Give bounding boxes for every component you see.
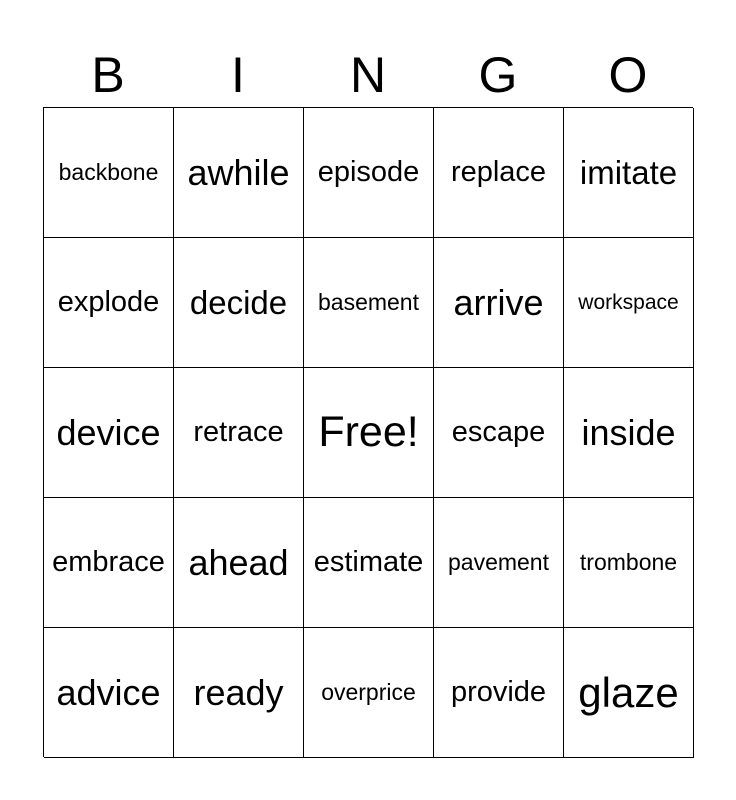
bingo-cell[interactable]: glaze <box>564 628 694 758</box>
header-letter-b: B <box>91 47 125 103</box>
bingo-cell[interactable]: pavement <box>434 498 564 628</box>
bingo-cell[interactable]: explode <box>44 238 174 368</box>
bingo-cell[interactable]: decide <box>174 238 304 368</box>
bingo-cell[interactable]: replace <box>434 108 564 238</box>
bingo-cell[interactable]: arrive <box>434 238 564 368</box>
bingo-cell[interactable]: basement <box>304 238 434 368</box>
free-space-cell[interactable]: Free! <box>304 368 434 498</box>
bingo-cell[interactable]: backbone <box>44 108 174 238</box>
header-letter-g: G <box>478 47 518 103</box>
bingo-cell[interactable]: escape <box>434 368 564 498</box>
bingo-cell[interactable]: episode <box>304 108 434 238</box>
bingo-cell[interactable]: retrace <box>174 368 304 498</box>
bingo-cell[interactable]: advice <box>44 628 174 758</box>
bingo-cell[interactable]: inside <box>564 368 694 498</box>
bingo-cell[interactable]: trombone <box>564 498 694 628</box>
header-letter-n: N <box>349 47 387 103</box>
bingo-header <box>43 44 693 106</box>
bingo-cell[interactable]: workspace <box>564 238 694 368</box>
bingo-cell[interactable]: ready <box>174 628 304 758</box>
bingo-cell[interactable]: overprice <box>304 628 434 758</box>
bingo-cell[interactable]: device <box>44 368 174 498</box>
bingo-board <box>43 107 693 757</box>
bingo-cell[interactable]: awhile <box>174 108 304 238</box>
bingo-cell[interactable]: estimate <box>304 498 434 628</box>
bingo-cell[interactable]: ahead <box>174 498 304 628</box>
header-letter-o: O <box>608 47 648 103</box>
bingo-cell[interactable]: embrace <box>44 498 174 628</box>
header-letter-i: I <box>231 47 245 103</box>
bingo-cell[interactable]: provide <box>434 628 564 758</box>
bingo-cell[interactable]: imitate <box>564 108 694 238</box>
